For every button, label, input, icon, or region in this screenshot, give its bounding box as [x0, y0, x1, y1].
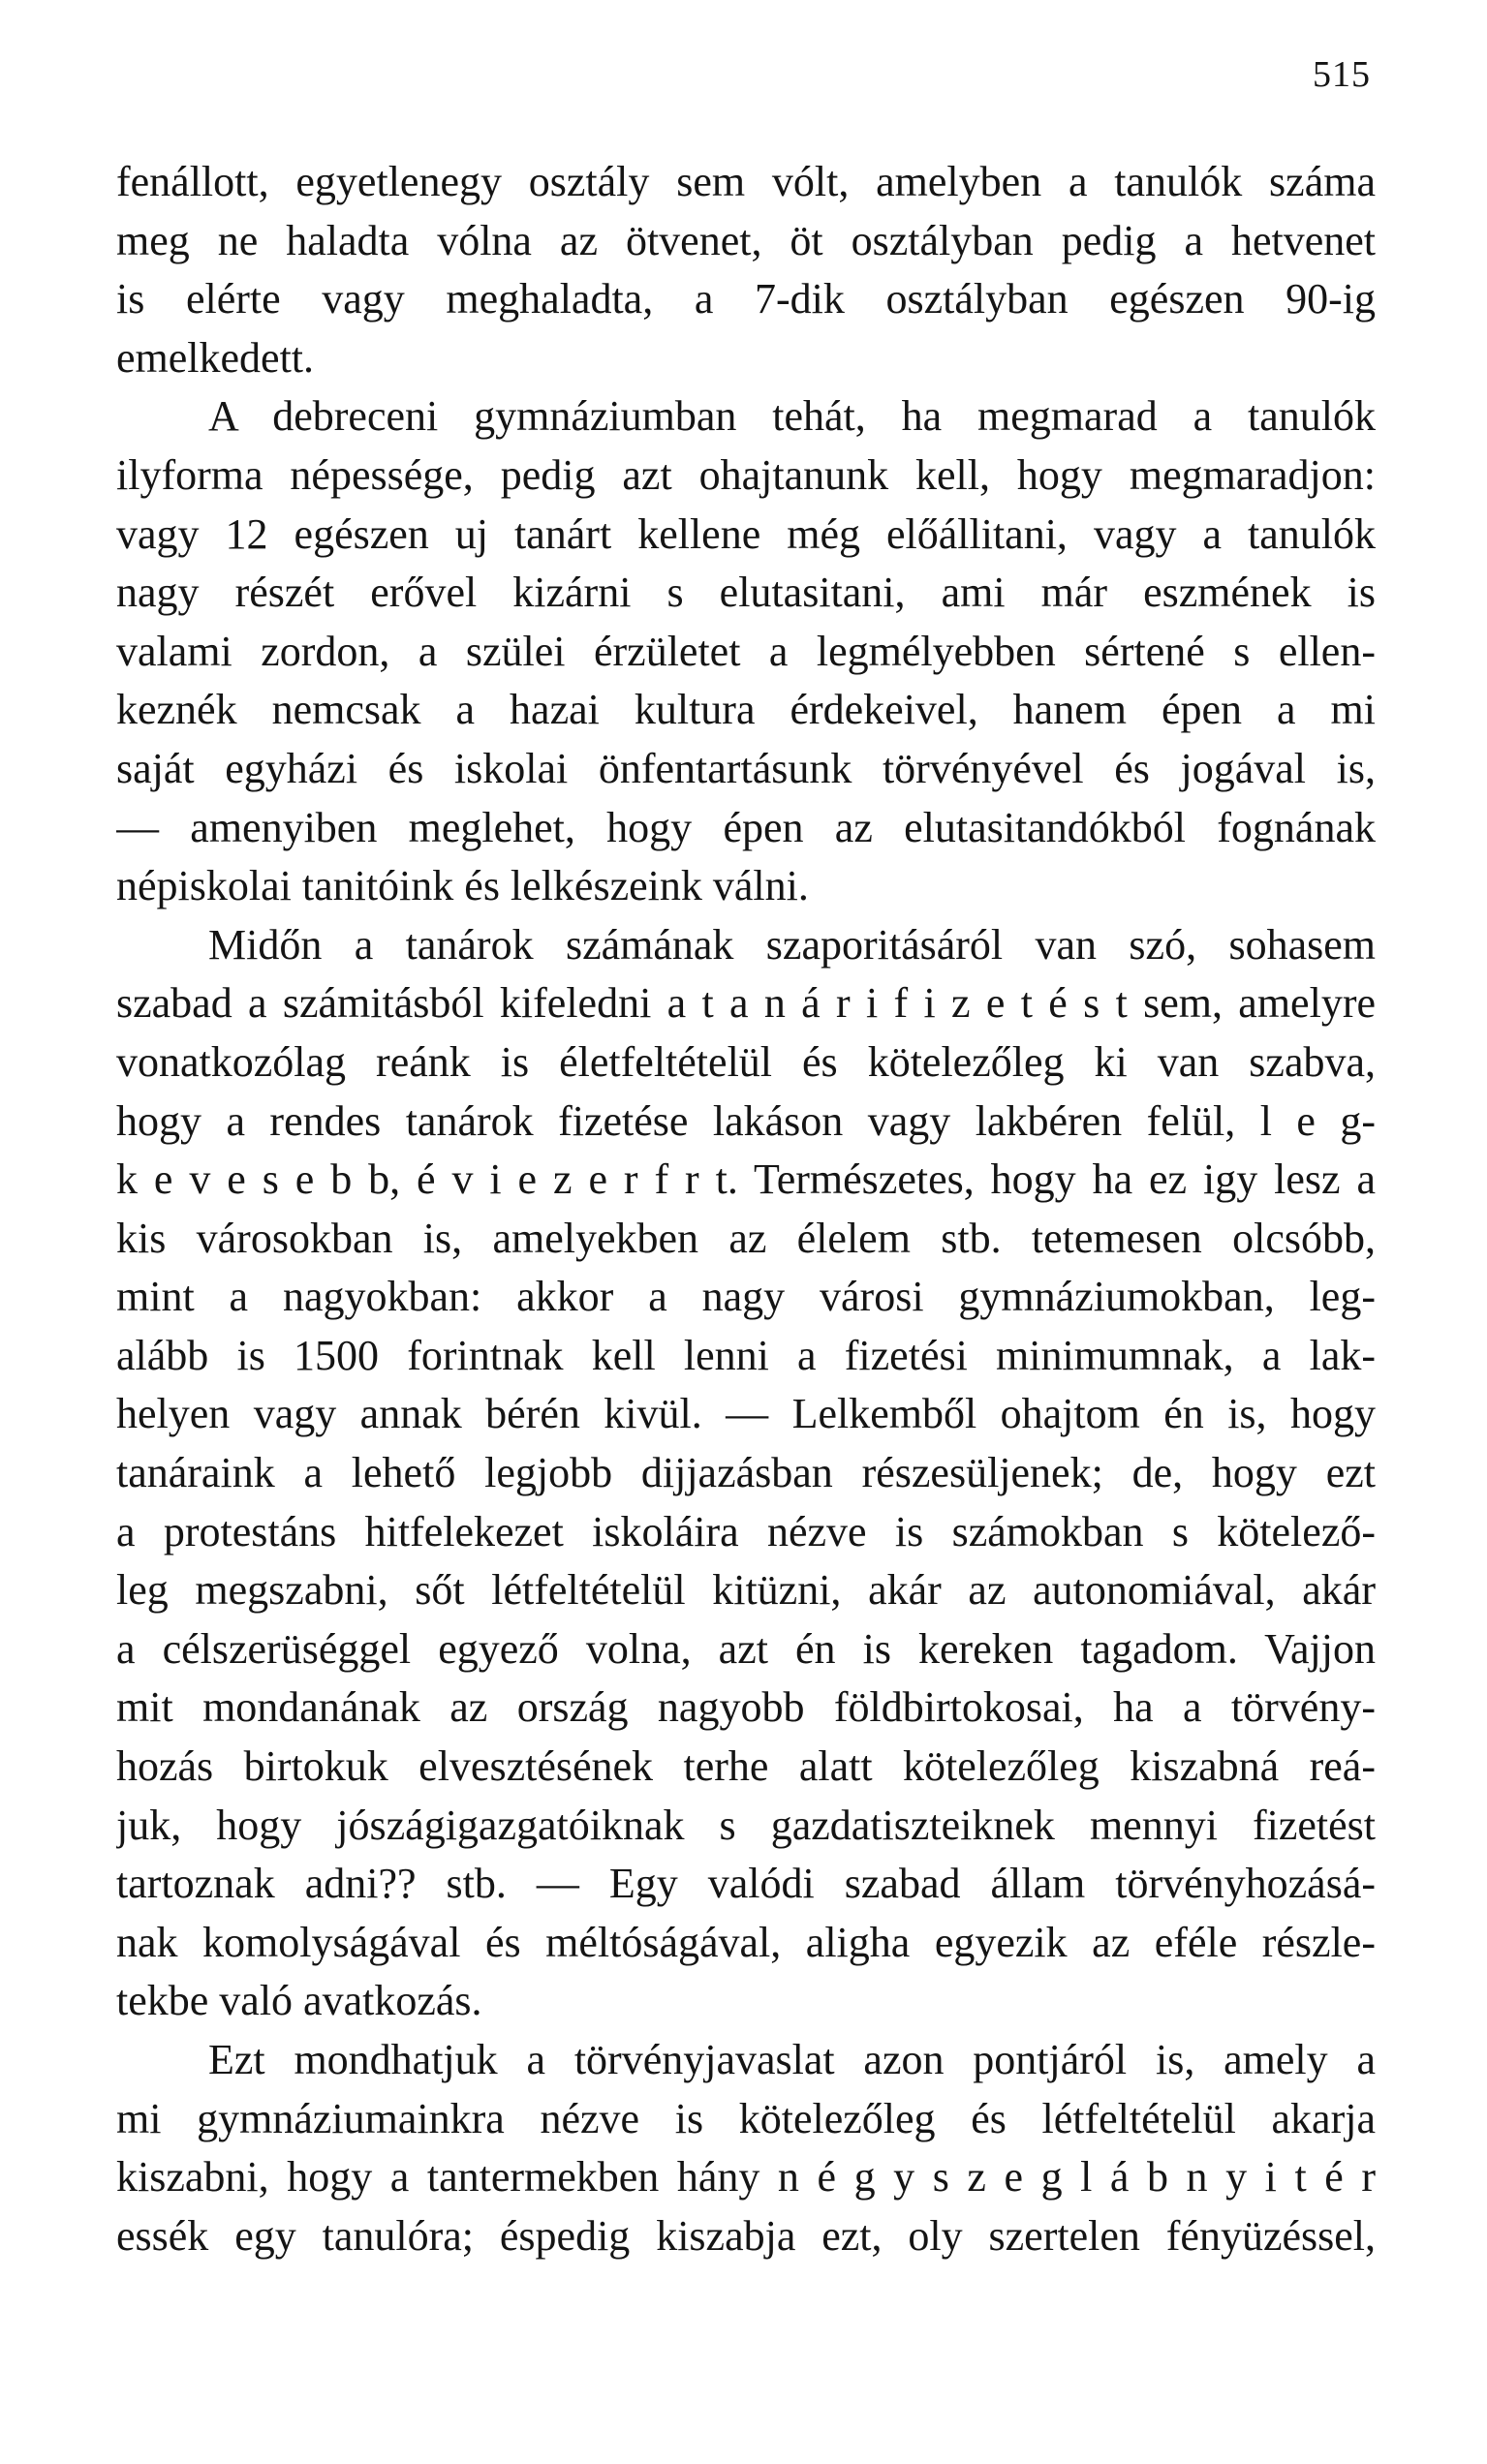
- text-line: hozás birtokuk elvesztésének terhe alatt kötelezőleg kiszabná reá-: [116, 1742, 1376, 1791]
- text-line: nagy részét erővel kizárni s elutasitani, ami már eszmének is: [116, 569, 1376, 617]
- text-line: tartoznak adni?? stb. — Egy valódi szabad állam törvényhozásá-: [116, 1860, 1376, 1908]
- text-line: mi gymnáziumainkra nézve is kötelezőleg és létfeltételül akarja: [116, 2094, 1376, 2142]
- text-line: emelkedett.: [116, 333, 315, 382]
- text-line: a protestáns hitfelekezet iskoláira nézve is számokban s kötelező-: [116, 1507, 1376, 1555]
- text-line: alább is 1500 forintnak kell lenni a fizetési minimumnak, a lak-: [116, 1331, 1376, 1379]
- text-line: mit mondanának az ország nagyobb földbirtokosai, ha a törvény-: [116, 1683, 1376, 1732]
- text-line: tekbe való avatkozás.: [116, 1977, 482, 2025]
- page-number: 515: [1313, 54, 1371, 95]
- text-line: vonatkozólag reánk is életfeltételül és kötelezőleg ki van szabva,: [116, 1037, 1376, 1086]
- text-line: népiskolai tanitóink és lelkészeink válni.: [116, 862, 809, 910]
- text-line: ilyforma népessége, pedig azt ohajtanunk kell, hogy megmaradjon:: [116, 450, 1376, 499]
- text-line: Midőn a tanárok számának szaporitásáról van szó, sohasem: [208, 920, 1376, 969]
- text-line: Ezt mondhatjuk a törvényjavaslat azon pontjáról is, amely a: [208, 2036, 1376, 2083]
- text-line: juk, hogy jószágigazgatóiknak s gazdatiszteiknek mennyi fizetést: [116, 1801, 1376, 1849]
- text-line: valami zordon, a szülei érzületet a legmélyebben sértené s ellen-: [116, 627, 1376, 675]
- text-line: k e v e s e b b, é v i e z e r f r t. Természetes, hogy ha ez igy lesz a: [116, 1155, 1376, 1204]
- text-line: leg megszabni, sőt létfeltételül kitüzni, akár az autonomiával, akár: [116, 1566, 1376, 1615]
- text-line: hogy a rendes tanárok fizetése lakáson vagy lakbéren felül, l e g-: [116, 1096, 1376, 1145]
- text-line: fenállott, egyetlenegy osztály sem vólt, amelyben a tanulók száma: [116, 158, 1376, 205]
- text-line: vagy 12 egészen uj tanárt kellene még előállitani, vagy a tanulók: [116, 509, 1376, 558]
- text-line: keznék nemcsak a hazai kultura érdekeivel, hanem épen a mi: [116, 686, 1376, 734]
- text-line: helyen vagy annak bérén kivül. — Lelkemből ohajtom én is, hogy: [116, 1390, 1376, 1438]
- text-line: meg ne haladta vólna az ötvenet, öt osztályban pedig a hetvenet: [116, 216, 1376, 264]
- text-line: saját egyházi és iskolai önfentartásunk törvényével és jogával is,: [116, 744, 1376, 792]
- text-line: a célszerüséggel egyező volna, azt én is kereken tagadom. Vajjon: [116, 1624, 1376, 1673]
- text-line: nak komolyságával és méltóságával, aligha egyezik az eféle részle-: [116, 1918, 1376, 1966]
- text-line: mint a nagyokban: akkor a nagy városi gymnáziumokban, leg-: [116, 1273, 1376, 1321]
- text-line: kiszabni, hogy a tantermekben hány n é g y s z e g l á b n y i t é r: [116, 2153, 1376, 2202]
- text-line: tanáraink a lehető legjobb dijjazásban részesüljenek; de, hogy ezt: [116, 1449, 1376, 1497]
- text-line: — amenyiben meglehet, hogy épen az elutasitandókból fognának: [116, 803, 1376, 851]
- text-line: is elérte vagy meghaladta, a 7-dik osztályban egészen 90-ig: [116, 275, 1376, 323]
- body-text: [116, 153, 1376, 2265]
- text-line: essék egy tanulóra; éspedig kiszabja ezt, oly szertelen fényüzéssel,: [116, 2211, 1376, 2260]
- text-line: kis városokban is, amelyekben az élelem stb. tetemesen olcsóbb,: [116, 1214, 1376, 1262]
- text-line: A debreceni gymnáziumban tehát, ha megmarad a tanulók: [208, 392, 1376, 441]
- text-line: szabad a számitásból kifeledni a t a n á r i f i z e t é s t sem, amelyre: [116, 979, 1376, 1028]
